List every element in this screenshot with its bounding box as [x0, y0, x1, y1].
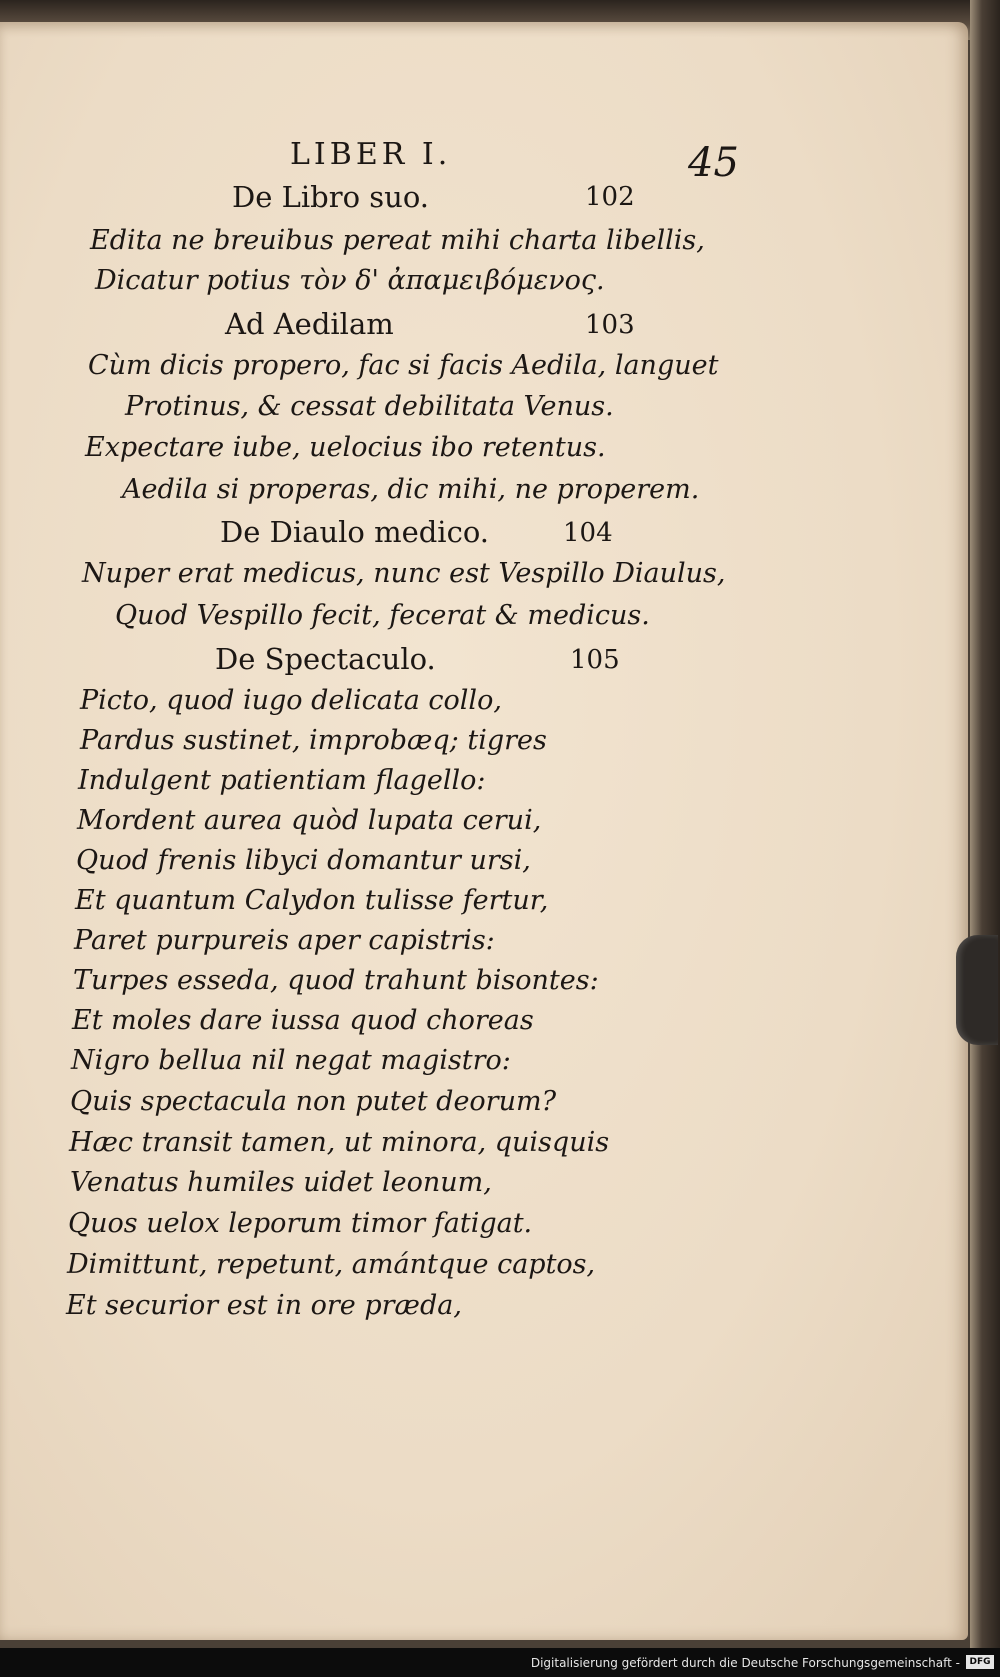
- poem-number: 102: [585, 182, 635, 212]
- verse-line: Dicatur potius τὸν δ' ἀπαμειβόμενος.: [95, 265, 605, 296]
- poem-title: De Spectaculo.: [215, 642, 436, 676]
- verse-line: Edita ne breuibus pereat mihi charta libellis,: [90, 225, 705, 256]
- digitization-credit: Digitalisierung gefördert durch die Deutsche Forschungsgemeinschaft -: [530, 1656, 960, 1670]
- poem-title: De Libro suo.: [232, 180, 429, 214]
- poem-title: Ad Aedilam: [225, 307, 394, 341]
- verse-line: Quod frenis libyci domantur ursi,: [76, 845, 531, 876]
- verse-line: Cùm dicis propero, fac si facis Aedila, languet: [88, 350, 719, 381]
- poem-number: 103: [585, 310, 635, 340]
- verse-line: Protinus, & cessat debilitata Venus.: [125, 391, 614, 422]
- book-page: [0, 22, 968, 1640]
- poem-number: 105: [570, 645, 620, 675]
- verse-line: Et securior est in ore præda,: [66, 1290, 462, 1321]
- verse-line: Venatus humiles uidet leonum,: [70, 1167, 492, 1198]
- verse-line: Picto, quod iugo delicata collo,: [80, 685, 502, 716]
- verse-line: Pardus sustinet, improbæq; tigres: [80, 725, 547, 756]
- verse-line: Nigro bellua nil negat magistro:: [71, 1045, 511, 1076]
- running-head: LIBER I.: [290, 137, 452, 172]
- poem-number: 104: [563, 518, 613, 548]
- verse-line: Et moles dare iussa quod choreas: [72, 1005, 534, 1036]
- verse-line: Quis spectacula non putet deorum?: [70, 1086, 557, 1117]
- verse-line: Et quantum Calydon tulisse fertur,: [75, 885, 549, 916]
- verse-line: Aedila si properas, dic mihi, ne properem.: [122, 474, 700, 505]
- footer-bar: [0, 1648, 1000, 1677]
- verse-line: Quos uelox leporum timor fatigat.: [68, 1208, 533, 1239]
- verse-line: Expectare iube, uelocius ibo retentus.: [85, 432, 606, 463]
- verse-line: Paret purpureis aper capistris:: [74, 925, 495, 956]
- verse-line: Indulgent patientiam flagello:: [78, 765, 486, 796]
- verse-line: Dimittunt, repetunt, amántque captos,: [67, 1249, 596, 1280]
- verse-line: Hæc transit tamen, ut minora, quisquis: [69, 1127, 610, 1158]
- dfg-logo: DFG: [966, 1655, 994, 1669]
- page-clip: [956, 935, 998, 1045]
- verse-line: Turpes esseda, quod trahunt bisontes:: [73, 965, 599, 996]
- verse-line: Quod Vespillo fecit, fecerat & medicus.: [115, 600, 650, 631]
- book-edge-right: [970, 0, 1000, 1677]
- verse-line: Mordent aurea quòd lupata cerui,: [77, 805, 542, 836]
- verse-line: Nuper erat medicus, nunc est Vespillo Diaulus,: [82, 558, 726, 589]
- page-number: 45: [688, 140, 739, 186]
- poem-title: De Diaulo medico.: [220, 515, 489, 549]
